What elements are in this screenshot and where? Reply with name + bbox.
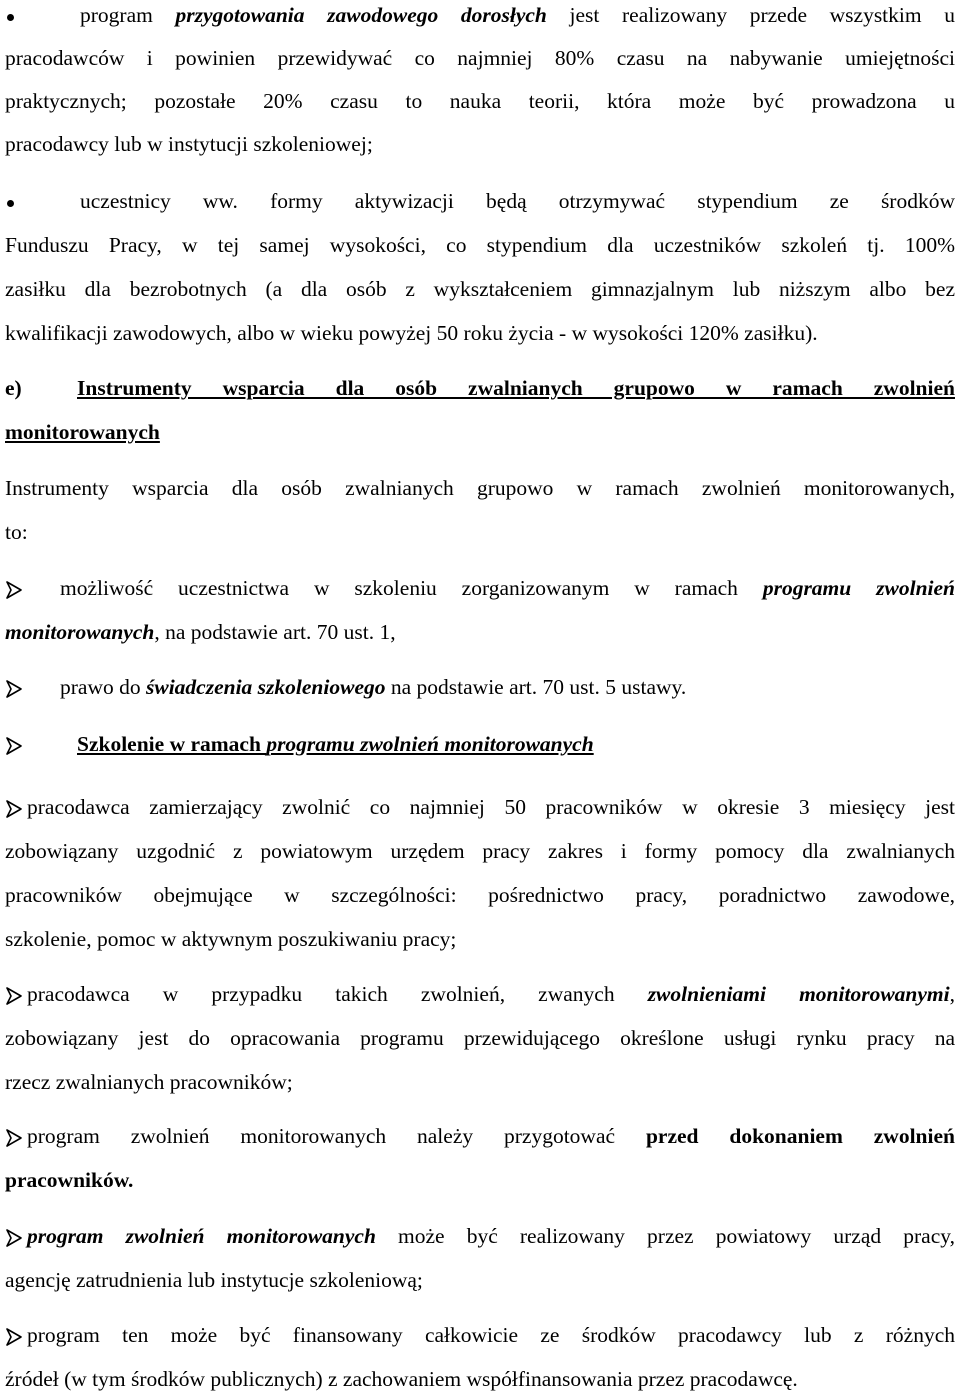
text: prawo do [60,675,146,699]
text: pracodawca w przypadku takich zwolnień, zwanych [27,982,648,1006]
arrowhead-bullet-icon [5,672,35,702]
emphasis-text: zwolnieniami monitorowanymi [647,982,950,1006]
emphasis-text: programu zwolnień monitorowanych [266,732,594,756]
section-title: monitorowanych [5,420,160,444]
text: może być realizowany przez powiatowy urząd pracy, [375,1224,955,1248]
text-line: agencję zatrudnienia lub instytucje szkoleniową; [5,1268,423,1292]
text-line: to: [5,520,28,544]
bullet-dot-icon [5,0,35,30]
emphasis-text: program zwolnień monitorowanych [27,1224,376,1248]
text-line: zobowiązany jest do opracowania programu przewidującego określone usługi rynku pracy na [5,1026,955,1050]
text: jest realizowany przede wszystkim u [546,3,955,27]
arrowhead-bullet-icon [5,729,35,759]
subheading-text: Szkolenie w ramach [77,732,267,756]
text-line: źródeł (w tym środków publicznych) z zachowaniem współfinansowania przez pracodawcę. [5,1367,798,1391]
text-line: pracodawców i powinien przewidywać co najmniej 80% czasu na nabywanie umiejętności [5,46,955,70]
text-line: Instrumenty wsparcia dla osób zwalnianych grupowo w ramach zwolnień monitorowanych, [5,476,955,500]
text-line: Funduszu Pracy, w tej samej wysokości, co stypendium dla uczestników szkoleń tj. 100% [5,233,955,257]
text-line: uczestnicy ww. formy aktywizacji będą otrzymywać stypendium ze środków [80,189,955,213]
bold-text: przed dokonaniem zwolnień [645,1124,955,1148]
section-label: e) [5,376,22,400]
text-line: zobowiązany uzgodnić z powiatowym urzędem pracy zakres i formy pomocy dla zwalnianych [5,839,955,863]
emphasis-text: przygotowania zawodowego dorosłych [175,3,547,27]
text-line: praktycznych; pozostałe 20% czasu to nauka teorii, która może być prowadzona u [5,89,955,113]
text: na podstawie art. 70 ust. 5 ustawy. [385,675,687,699]
text: , na podstawie art. 70 ust. 1, [154,620,396,644]
text-line: kwalifikacji zawodowych, albo w wieku powyżej 50 roku życia - w wysokości 120% zasiłku). [5,321,818,345]
bold-text: pracowników. [5,1168,134,1192]
text: możliwość uczestnictwa w szkoleniu zorganizowanym w ramach [60,576,763,600]
emphasis-text: programu zwolnień [762,576,955,600]
arrowhead-bullet-icon [5,573,35,603]
text: program [80,3,176,27]
bullet-dot-icon [5,186,35,216]
emphasis-text: świadczenia szkoleniowego [145,675,386,699]
section-title: Instrumenty wsparcia dla osób zwalnianych grupowo w ramach zwolnień [77,376,955,400]
emphasis-text: monitorowanych [5,620,155,644]
text-line: rzecz zwalnianych pracowników; [5,1070,293,1094]
text-line: szkolenie, pomoc w aktywnym poszukiwaniu pracy; [5,927,457,951]
text-line: pracodawcy lub w instytucji szkoleniowej; [5,132,373,156]
text: program zwolnień monitorowanych należy przygotować [27,1124,646,1148]
text-line: program ten może być finansowany całkowicie ze środków pracodawcy lub z różnych [27,1323,955,1347]
text: , [949,982,955,1006]
text-line: pracowników obejmujące w szczególności: pośrednictwo pracy, poradnictwo zawodowe, [5,883,955,907]
text-line: pracodawca zamierzający zwolnić co najmniej 50 pracowników w okresie 3 miesięcy jest [27,795,955,819]
text-line: zasiłku dla bezrobotnych (a dla osób z wykształceniem gimnazjalnym lub niższym albo bez [5,277,955,301]
